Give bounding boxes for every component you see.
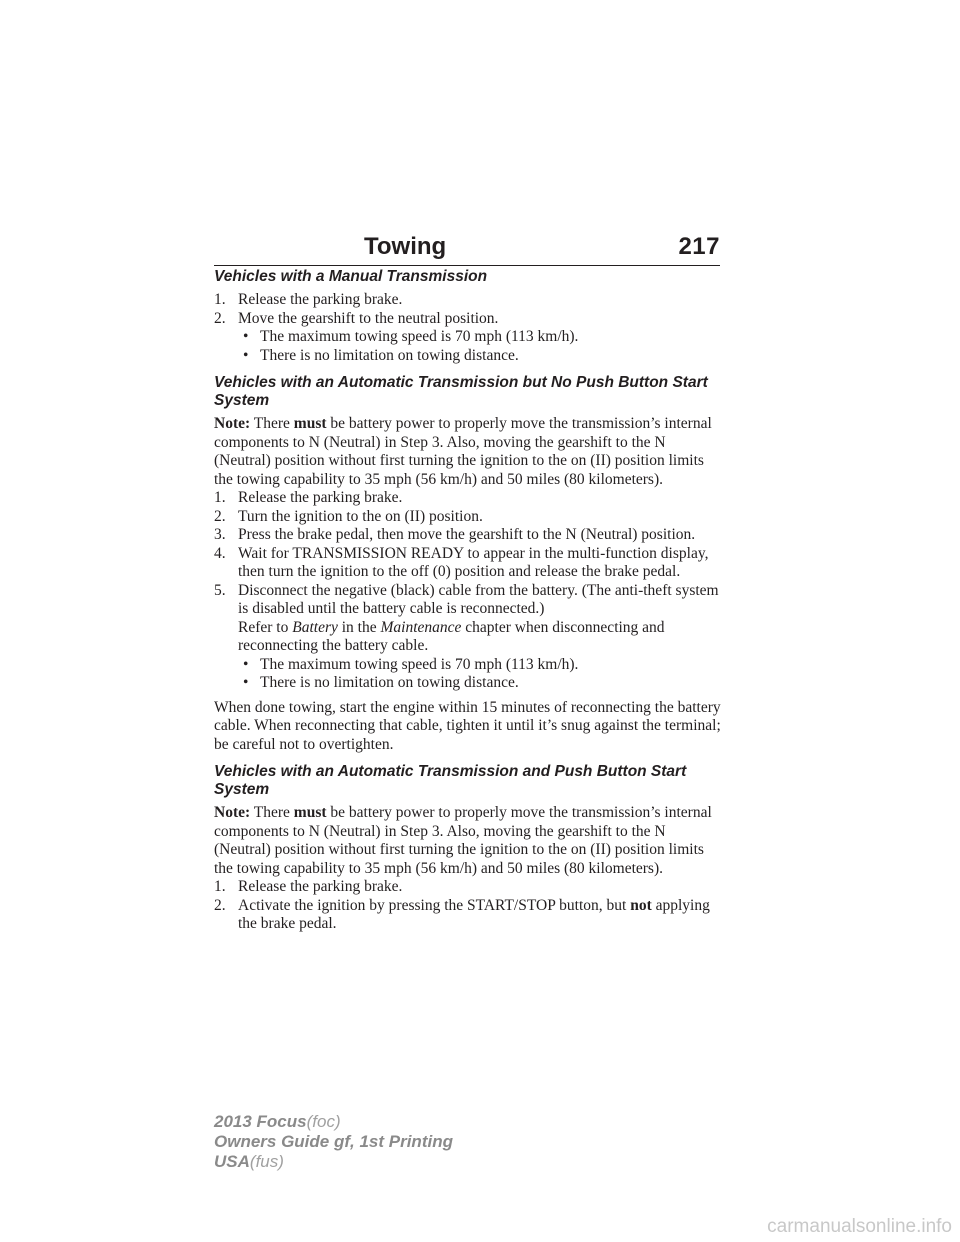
step-item: 1. Release the parking brake.	[214, 489, 403, 506]
bullet-icon: •	[243, 674, 249, 691]
step-item: 3. Press the brake pedal, then move the gearshift to the N (Neutral) position.	[214, 526, 696, 543]
footer-line-1: 2013 Focus(foc)	[214, 1112, 341, 1131]
bullet-icon: •	[243, 655, 249, 673]
step-item: 1. Release the parking brake.	[214, 878, 403, 895]
step-item: 4. Wait for TRANSMISSION READY to appear in the multi-function display, then turn the ignition to the off (0) position and release the brake pedal.	[214, 544, 709, 580]
bullet-icon: •	[243, 346, 249, 364]
bullet-item: • There is no limitation on towing distance.	[214, 674, 724, 693]
step-item: 2. Activate the ignition by pressing the START/STOP button, but not applying the brake pedal.	[214, 896, 710, 932]
step-item: 5. Disconnect the negative (black) cable from the battery. (The anti-theft system is disabled until the battery cable is reconnected.)	[214, 581, 719, 617]
section-heading-automatic-push: Vehicles with an Automatic Transmission and Push Button Start System	[214, 763, 687, 798]
step-item: 1. Release the parking brake.	[214, 291, 403, 308]
bullet-item: • The maximum towing speed is 70 mph (113 km/h).	[214, 656, 724, 675]
footer-line-2: Owners Guide gf, 1st Printing	[214, 1132, 453, 1151]
page-header	[214, 233, 720, 266]
note-paragraph: Note: There must be battery power to properly move the transmission’s internal components to N (Neutral) in Step 3. Also, moving the gearshift to the N (Neutral) position without first turning the ignition to the on (II) position limits the towing capability to 35 mph (56 km/h) and 50 miles (80 kilometers).	[214, 415, 712, 488]
section-title: Towing	[364, 233, 447, 260]
refer-text: Refer to Battery in the Maintenance chapter when disconnecting and reconnecting the battery cable.	[238, 618, 665, 654]
bullet-item: • There is no limitation on towing distance.	[214, 347, 724, 366]
watermark-text: carmanualsonline.info	[767, 1216, 952, 1237]
bullet-icon: •	[243, 328, 249, 345]
step-item: 2. Turn the ignition to the on (II) position.	[214, 507, 483, 525]
footer-line-3: USA(fus)	[214, 1152, 284, 1171]
page-number: 217	[678, 233, 720, 260]
page-footer	[214, 1112, 453, 1172]
section-heading-manual: Vehicles with a Manual Transmission	[214, 268, 488, 285]
section-heading-automatic-no-push: Vehicles with an Automatic Transmission but No Push Button Start System	[214, 374, 708, 409]
note-paragraph: Note: There must be battery power to properly move the transmission’s internal components to N (Neutral) in Step 3. Also, moving the gearshift to the N (Neutral) position without first turning the ignition to the on (II) position limits the towing capability to 35 mph (56 km/h) and 50 miles (80 kilometers).	[214, 804, 712, 877]
after-towing-paragraph: When done towing, start the engine within 15 minutes of reconnecting the battery cable. When reconnecting that cable, tighten it until it’s snug against the terminal; be careful not to overtighten.	[214, 698, 721, 753]
bullet-item: • The maximum towing speed is 70 mph (113 km/h).	[214, 328, 724, 347]
step-item: 2. Move the gearshift to the neutral position.	[214, 309, 499, 327]
page-content	[214, 268, 724, 934]
